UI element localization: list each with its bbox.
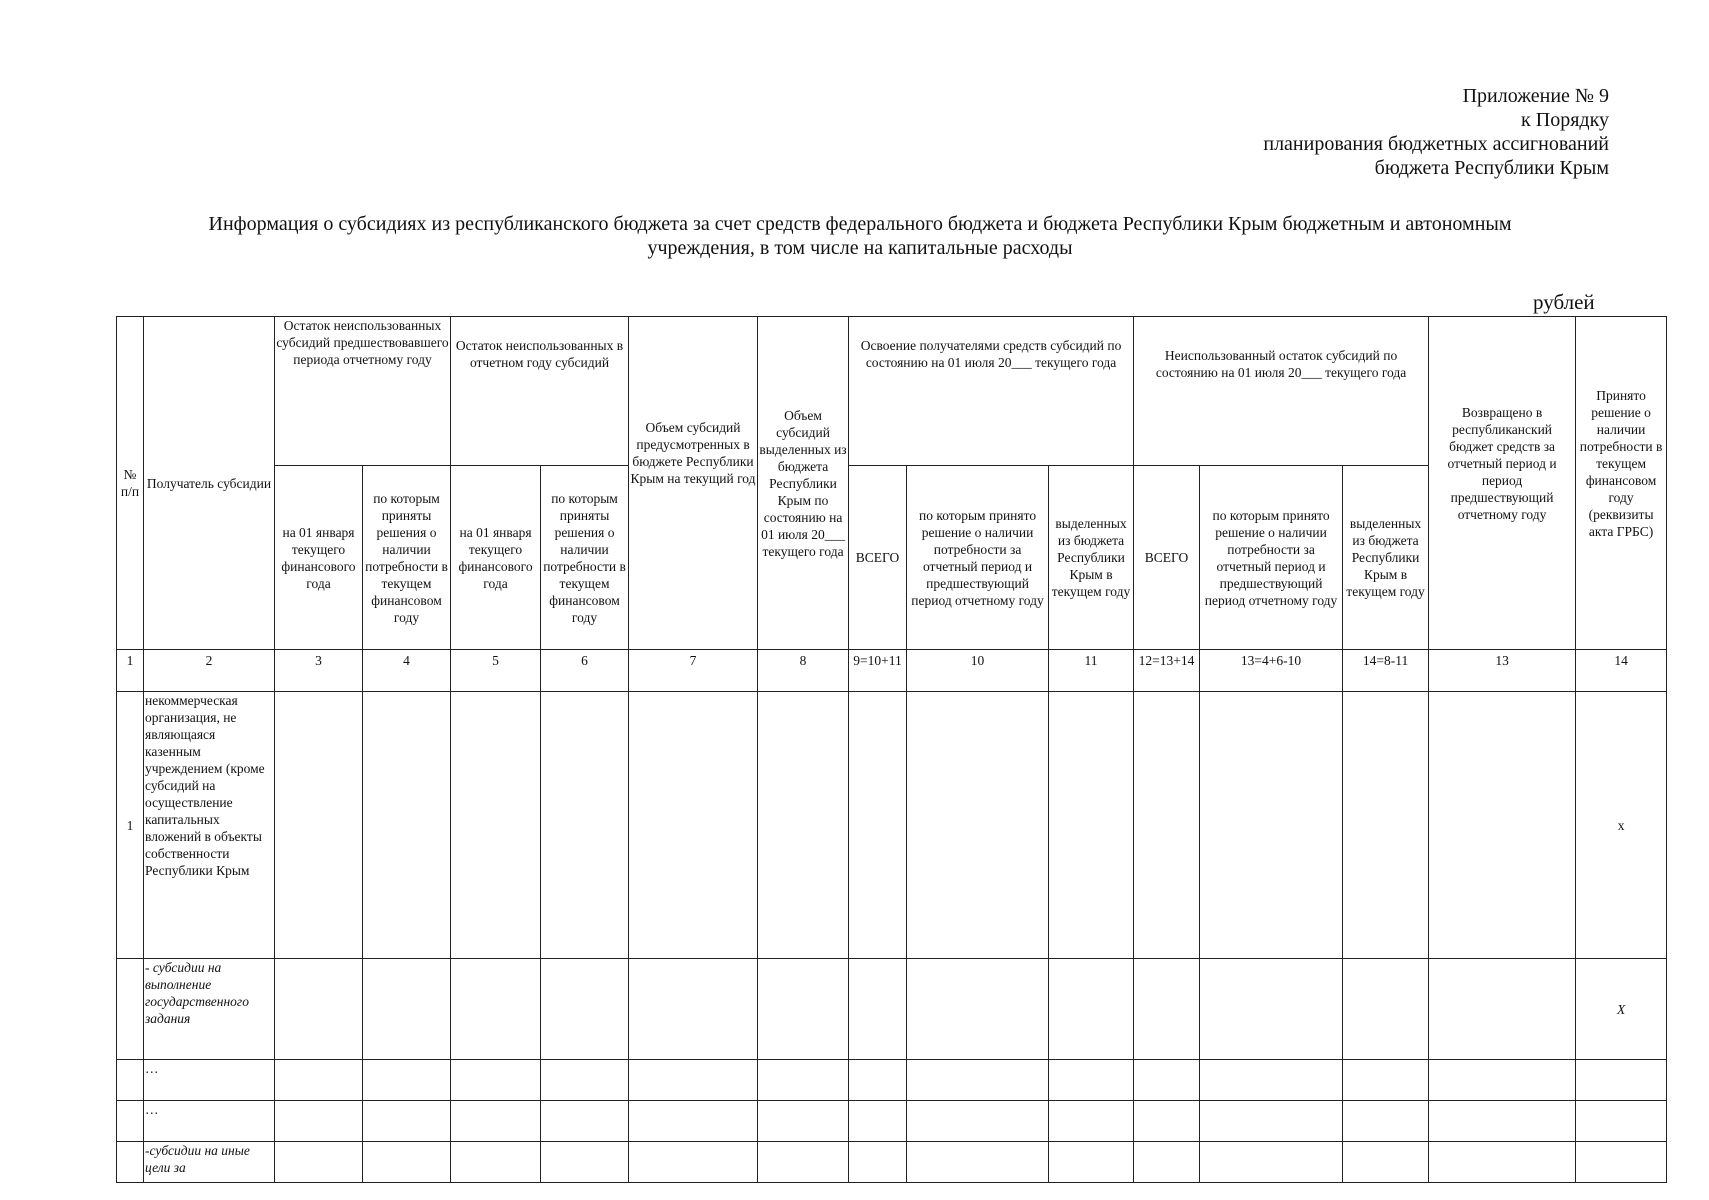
cell (629, 959, 758, 1060)
cell (1134, 1101, 1200, 1142)
header-need-report: по которым приняты решения о наличии потребности в текущем финансовом году (541, 466, 629, 650)
table-row (117, 959, 1667, 1060)
header-volume-allocated: Объем субсидий выделенных из бюджета Республики Крым по состоянию на 01 июля 20___ текущего года (758, 317, 849, 650)
cell (907, 1060, 1049, 1101)
col-number: 5 (451, 650, 541, 692)
header-unused-decision: по которым принято решение о наличии потребности за отчетный период и предшествующий период отчетному году (1200, 466, 1343, 650)
cell (1343, 1101, 1429, 1142)
row-num (117, 1101, 144, 1142)
header-mastering-decision: по которым принято решение о наличии потребности за отчетный период и предшествующий период отчетному году (907, 466, 1049, 650)
header-unused-allocated: выделенных из бюджета Республики Крым в текущем году (1343, 466, 1429, 650)
appendix-block (1263, 84, 1609, 180)
cell (363, 1142, 451, 1183)
cell (363, 1101, 451, 1142)
cell (1429, 1060, 1576, 1101)
cell (1429, 1101, 1576, 1142)
col-number: 13 (1429, 650, 1576, 692)
row-num (117, 1060, 144, 1101)
row-recipient: -субсидии на иные цели за (144, 1142, 275, 1183)
cell (758, 1142, 849, 1183)
cell (451, 1060, 541, 1101)
cell (1200, 959, 1343, 1060)
header-mastering-total: ВСЕГО (849, 466, 907, 650)
cell (1049, 1060, 1134, 1101)
cell (1049, 959, 1134, 1060)
cell (758, 1101, 849, 1142)
cell (1134, 959, 1200, 1060)
title-line-1: Информация о субсидиях из республиканского бюджета за счет средств федерального бюджета и бюджета Республики Крым бюджетным и автономным (208, 213, 1512, 235)
cell (541, 1101, 629, 1142)
cell (1134, 692, 1200, 959)
row-recipient: … (144, 1101, 275, 1142)
header-volume-budget: Объем субсидий предусмотренных в бюджете Республики Крым на текущий год (629, 317, 758, 650)
cell (363, 1060, 451, 1101)
header-mastering-allocated: выделенных из бюджета Республики Крым в текущем году (1049, 466, 1134, 650)
header-recipient: Получатель субсидии (144, 317, 275, 650)
cell (629, 1060, 758, 1101)
cell (1429, 1142, 1576, 1183)
cell (275, 1142, 363, 1183)
cell (1200, 1142, 1343, 1183)
header-row-top (117, 317, 1667, 466)
cell (275, 1060, 363, 1101)
col-number: 9=10+11 (849, 650, 907, 692)
col-number: 3 (275, 650, 363, 692)
cell (363, 959, 451, 1060)
cell (758, 692, 849, 959)
cell (451, 692, 541, 959)
col-number: 8 (758, 650, 849, 692)
col-number: 7 (629, 650, 758, 692)
col-number: 10 (907, 650, 1049, 692)
row-decision-mark: X (1576, 959, 1667, 1060)
cell (363, 692, 451, 959)
row-num (117, 1142, 144, 1183)
cell (275, 1101, 363, 1142)
col-number: 2 (144, 650, 275, 692)
cell (907, 1101, 1049, 1142)
table-row (117, 692, 1667, 959)
cell (1049, 692, 1134, 959)
cell (451, 1142, 541, 1183)
cell (849, 1142, 907, 1183)
cell (1200, 692, 1343, 959)
subsidy-table (116, 316, 1667, 1183)
col-number: 1 (117, 650, 144, 692)
cell (1343, 692, 1429, 959)
cell (451, 1101, 541, 1142)
cell (758, 1060, 849, 1101)
table-row (117, 1142, 1667, 1183)
header-mastering: Освоение получателями средств субсидий по состоянию на 01 июля 20___ текущего года (849, 317, 1134, 466)
cell (629, 1101, 758, 1142)
cell (849, 1101, 907, 1142)
appendix-line-3: планирования бюджетных ассигнований (1263, 133, 1609, 155)
cell (1343, 959, 1429, 1060)
col-number: 4 (363, 650, 451, 692)
table-row (117, 1060, 1667, 1101)
row-num (117, 959, 144, 1060)
cell (1429, 692, 1576, 959)
cell (1134, 1060, 1200, 1101)
cell (907, 959, 1049, 1060)
col-number: 11 (1049, 650, 1134, 692)
cell (1200, 1060, 1343, 1101)
appendix-line-2: к Порядку (1521, 109, 1609, 131)
column-number-row (117, 650, 1667, 692)
cell (629, 1142, 758, 1183)
header-rest-report: Остаток неиспользованных в отчетном году субсидий (451, 317, 629, 466)
cell (849, 692, 907, 959)
cell (275, 959, 363, 1060)
header-rest-prev: Остаток неиспользованных субсидий предшествовавшего периода отчетному году (275, 317, 451, 466)
row-num: 1 (117, 692, 144, 959)
cell (758, 959, 849, 1060)
col-number: 14 (1576, 650, 1667, 692)
cell (1343, 1142, 1429, 1183)
cell (541, 1142, 629, 1183)
row-decision-mark (1576, 1060, 1667, 1101)
cell (451, 959, 541, 1060)
cell (541, 692, 629, 959)
table-row (117, 1101, 1667, 1142)
row-decision-mark (1576, 1101, 1667, 1142)
cell (1343, 1060, 1429, 1101)
col-number: 12=13+14 (1134, 650, 1200, 692)
appendix-line-4: бюджета Республики Крым (1374, 157, 1609, 179)
row-recipient: - субсидии на выполнение государственного задания (144, 959, 275, 1060)
header-unused-rest: Неиспользованный остаток субсидий по состоянию на 01 июля 20___ текущего года (1134, 317, 1429, 466)
cell (1134, 1142, 1200, 1183)
cell (541, 959, 629, 1060)
cell (849, 1060, 907, 1101)
cell (849, 959, 907, 1060)
title-line-2: учреждения, в том числе на капитальные расходы (647, 237, 1073, 259)
header-unused-total: ВСЕГО (1134, 466, 1200, 650)
col-number: 14=8-11 (1343, 650, 1429, 692)
cell (907, 692, 1049, 959)
cell (275, 692, 363, 959)
header-decision: Принято решение о наличии потребности в текущем финансовом году (реквизиты акта ГРБС) (1576, 317, 1667, 650)
col-number: 6 (541, 650, 629, 692)
col-number: 13=4+6-10 (1200, 650, 1343, 692)
header-returned: Возвращено в республиканский бюджет средств за отчетный период и период предшествующий отчетному году (1429, 317, 1576, 650)
header-num: № п/п (117, 317, 144, 650)
cell (1049, 1101, 1134, 1142)
cell (1429, 959, 1576, 1060)
appendix-line-1: Приложение № 9 (1462, 85, 1609, 107)
row-recipient: некоммерческая организация, не являющаяся казенным учреждением (кроме субсидий на осуществление капитальных вложений в объекты собственности Республики Крым (144, 692, 275, 959)
row-decision-mark (1576, 1142, 1667, 1183)
cell (541, 1060, 629, 1101)
cell (907, 1142, 1049, 1183)
document-title (110, 212, 1610, 260)
row-recipient: … (144, 1060, 275, 1101)
cell (1049, 1142, 1134, 1183)
units-label: рублей (1533, 290, 1595, 314)
header-jan1-report: на 01 января текущего финансового года (451, 466, 541, 650)
row-decision-mark: x (1576, 692, 1667, 959)
header-need-prev: по которым приняты решения о наличии потребности в текущем финансовом году (363, 466, 451, 650)
header-jan1-prev: на 01 января текущего финансового года (275, 466, 363, 650)
cell (629, 692, 758, 959)
cell (1200, 1101, 1343, 1142)
